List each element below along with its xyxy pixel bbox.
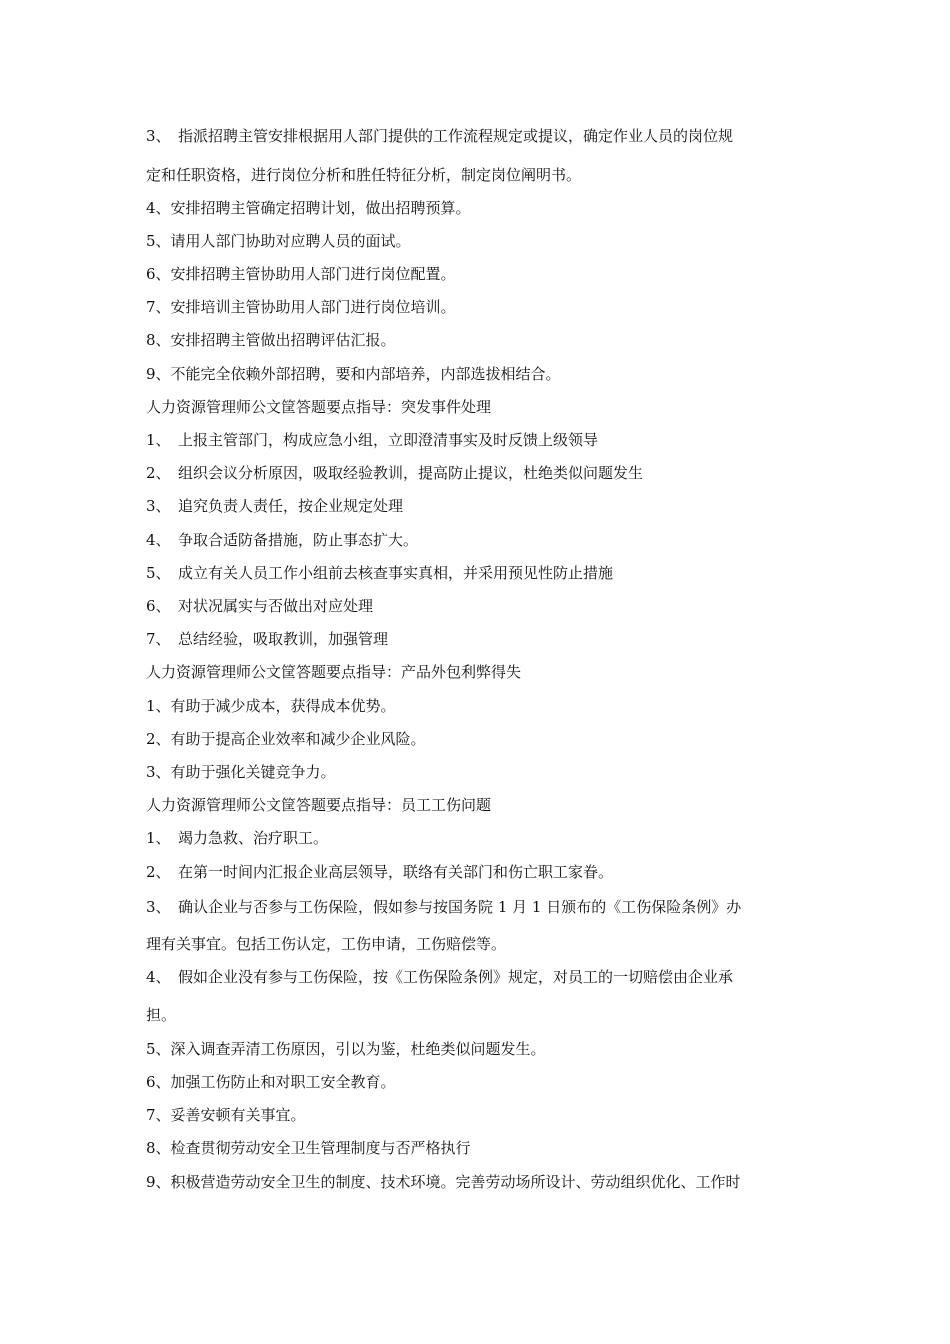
text-line: 7、妥善安顿有关事宜。: [146, 1106, 306, 1124]
text-line: 4、安排招聘主管确定招聘计划，做出招聘预算。: [146, 199, 471, 217]
text-line: 3、 指派招聘主管安排根据用人部门提供的工作流程规定或提议，确定作业人员的岗位规: [146, 127, 734, 145]
text-line: 3、有助于强化关键竞争力。: [146, 763, 336, 781]
text-line: 2、 在第一时间内汇报企业高层领导，联络有关部门和伤亡职工家眷。: [146, 863, 614, 881]
text-line: 8、检查贯彻劳动安全卫生管理制度与否严格执行: [146, 1139, 471, 1157]
text-line: 4、 争取合适防备措施，防止事态扩大。: [146, 531, 419, 549]
text-line: 3、 确认企业与否参与工伤保险，假如参与按国务院 1 月 1 日颁布的《工伤保险条例》办: [146, 898, 742, 916]
text-line: 6、安排招聘主管协助用人部门进行岗位配置。: [146, 265, 456, 283]
text-line: 7、安排培训主管协助用人部门进行岗位培训。: [146, 298, 456, 316]
text-line: 2、有助于提高企业效率和减少企业风险。: [146, 730, 426, 748]
text-line: 理有关事宜。包括工伤认定，工伤申请，工伤赔偿等。: [146, 935, 507, 953]
text-line: 2、 组织会议分析原因，吸取经验教训，提高防止提议，杜绝类似问题发生: [146, 464, 644, 482]
text-line: 8、安排招聘主管做出招聘评估汇报。: [146, 331, 396, 349]
text-line: 1、 上报主管部门，构成应急小组，立即澄清事实及时反馈上级领导: [146, 431, 599, 449]
text-line: 5、 成立有关人员工作小组前去核查事实真相，并采用预见性防止措施: [146, 564, 614, 582]
text-line: 6、加强工伤防止和对职工安全教育。: [146, 1073, 396, 1091]
section-heading: 人力资源管理师公文筐答题要点指导：员工工伤问题: [146, 796, 492, 814]
text-line: 7、 总结经验，吸取教训，加强管理: [146, 630, 389, 648]
text-line: 1、有助于减少成本，获得成本优势。: [146, 697, 396, 715]
text-line: 3、 追究负责人责任，按企业规定处理: [146, 497, 404, 515]
section-heading: 人力资源管理师公文筐答题要点指导：突发事件处理: [146, 398, 492, 416]
text-line: 5、深入调查弄清工伤原因，引以为鉴，杜绝类似问题发生。: [146, 1040, 546, 1058]
text-line: 9、积极营造劳动安全卫生的制度、技术环境。完善劳动场所设计、劳动组织优化、工作时: [146, 1173, 741, 1191]
text-line: 1、 竭力急救、治疗职工。: [146, 829, 329, 847]
text-line: 5、请用人部门协助对应聘人员的面试。: [146, 232, 411, 250]
text-line: 9、不能完全依赖外部招聘，要和内部培养，内部选拔相结合。: [146, 365, 561, 383]
text-line: 4、 假如企业没有参与工伤保险，按《工伤保险条例》规定，对员工的一切赔偿由企业承: [146, 968, 734, 986]
text-line: 担。: [146, 1006, 177, 1024]
section-heading: 人力资源管理师公文筐答题要点指导：产品外包利弊得失: [146, 663, 522, 681]
text-line: 定和任职资格，进行岗位分析和胜任特征分析，制定岗位阐明书。: [146, 166, 582, 184]
text-line: 6、 对状况属实与否做出对应处理: [146, 597, 374, 615]
